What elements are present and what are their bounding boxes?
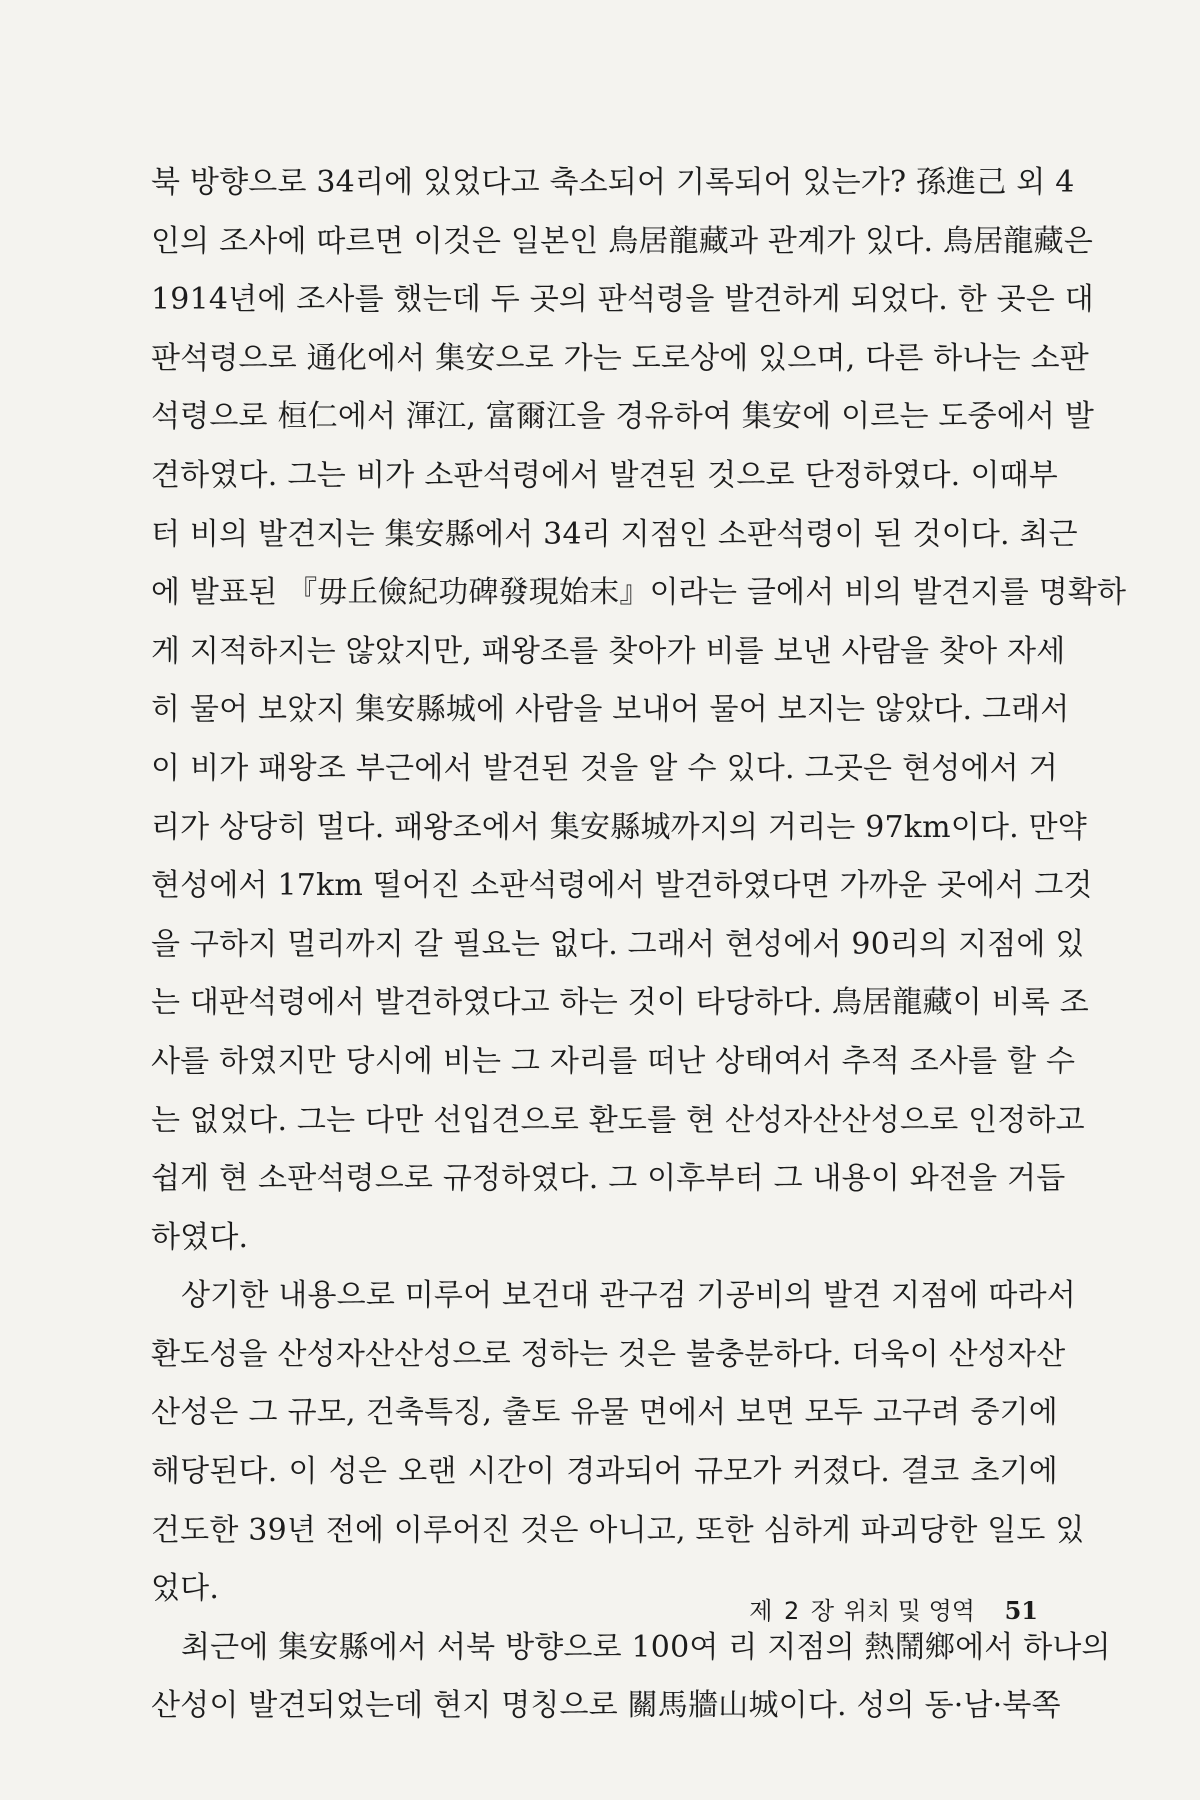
text-line: 는 없었다. 그는 다만 선입견으로 환도를 현 산성자산산성으로 인정하고 bbox=[151, 1102, 1085, 1138]
text-line: 석령으로 桓仁에서 渾江, 富爾江을 경유하여 集安에 이르는 도중에서 발 bbox=[151, 399, 1095, 435]
text-line: 하였다. bbox=[151, 1219, 249, 1255]
text-line: 해당된다. 이 성은 오랜 시간이 경과되어 규모가 커졌다. 결코 초기에 bbox=[151, 1454, 1058, 1490]
paragraph-3 bbox=[151, 1628, 1111, 1745]
text-line: 판석령으로 通化에서 集安으로 가는 도로상에 있으며, 다른 하나는 소판 bbox=[151, 340, 1089, 376]
chapter-label: 제 2 장 bbox=[749, 1597, 837, 1625]
text-line: 북 방향으로 34리에 있었다고 축소되어 기록되어 있는가? 孫進己 외 4 bbox=[151, 165, 1075, 200]
text-line: 상기한 내용으로 미루어 보건대 관구검 기공비의 발견 지점에 따라서 bbox=[181, 1278, 1076, 1314]
text-line: 사를 하였지만 당시에 비는 그 자리를 떠난 상태여서 추적 조사를 할 수 bbox=[151, 1043, 1076, 1079]
text-line: 터 비의 발견지는 集安縣에서 34리 지점인 소판석령이 된 것이다. 최근 bbox=[151, 516, 1078, 552]
text-line: 산성은 그 규모, 건축특징, 출토 유물 면에서 보면 모두 고구려 중기에 bbox=[151, 1395, 1058, 1431]
running-footer bbox=[749, 1596, 1038, 1626]
text-line: 쉽게 현 소판석령으로 규정하였다. 그 이후부터 그 내용이 와전을 거듭 bbox=[151, 1161, 1066, 1197]
text-line: 이 비가 패왕조 부근에서 발견된 것을 알 수 있다. 그곳은 현성에서 거 bbox=[151, 750, 1058, 786]
text-line: 는 대판석령에서 발견하였다고 하는 것이 타당하다. 鳥居龍藏이 비록 조 bbox=[151, 985, 1089, 1021]
text-line: 을 구하지 멀리까지 갈 필요는 없다. 그래서 현성에서 90리의 지점에 있 bbox=[151, 926, 1085, 962]
body-text bbox=[151, 163, 1127, 1745]
text-line: 환도성을 산성자산산성으로 정하는 것은 불충분하다. 더욱이 산성자산 bbox=[151, 1336, 1066, 1372]
paragraph-2 bbox=[151, 1276, 1085, 1628]
section-title: 위치 및 영역 bbox=[843, 1597, 975, 1625]
page-number: 51 bbox=[1004, 1596, 1038, 1625]
text-line: 었다. bbox=[151, 1571, 220, 1607]
text-line: 견하였다. 그는 비가 소판석령에서 발견된 것으로 단정하였다. 이때부 bbox=[151, 457, 1058, 493]
text-line: 현성에서 17km 떨어진 소판석령에서 발견하였다면 가까운 곳에서 그것 bbox=[151, 868, 1093, 904]
text-line: 게 지적하지는 않았지만, 패왕조를 찾아가 비를 보낸 사람을 찾아 자세 bbox=[151, 633, 1066, 669]
text-line: 리가 상당히 멀다. 패왕조에서 集安縣城까지의 거리는 97km이다. 만약 bbox=[151, 809, 1087, 845]
text-line: 에 발표된 『毋丘儉紀功碑發現始末』이라는 글에서 비의 발견지를 명확하 bbox=[151, 575, 1127, 611]
paragraph-1 bbox=[151, 163, 1127, 1276]
text-line: 건도한 39년 전에 이루어진 것은 아니고, 또한 심하게 파괴당한 일도 있 bbox=[151, 1512, 1085, 1548]
text-line: 인의 조사에 따르면 이것은 일본인 鳥居龍藏과 관계가 있다. 鳥居龍藏은 bbox=[151, 223, 1094, 259]
text-line: 히 물어 보았지 集安縣城에 사람을 보내어 물어 보지는 않았다. 그래서 bbox=[151, 692, 1070, 728]
text-line: 산성이 발견되었는데 현지 명칭으로 關馬牆山城이다. 성의 동·남·북쪽 bbox=[151, 1688, 1061, 1724]
text-line: 1914년에 조사를 했는데 두 곳의 판석령을 발견하게 되었다. 한 곳은 대 bbox=[151, 282, 1094, 318]
text-line: 최근에 集安縣에서 서북 방향으로 100여 리 지점의 熱鬧鄉에서 하나의 bbox=[181, 1629, 1111, 1665]
